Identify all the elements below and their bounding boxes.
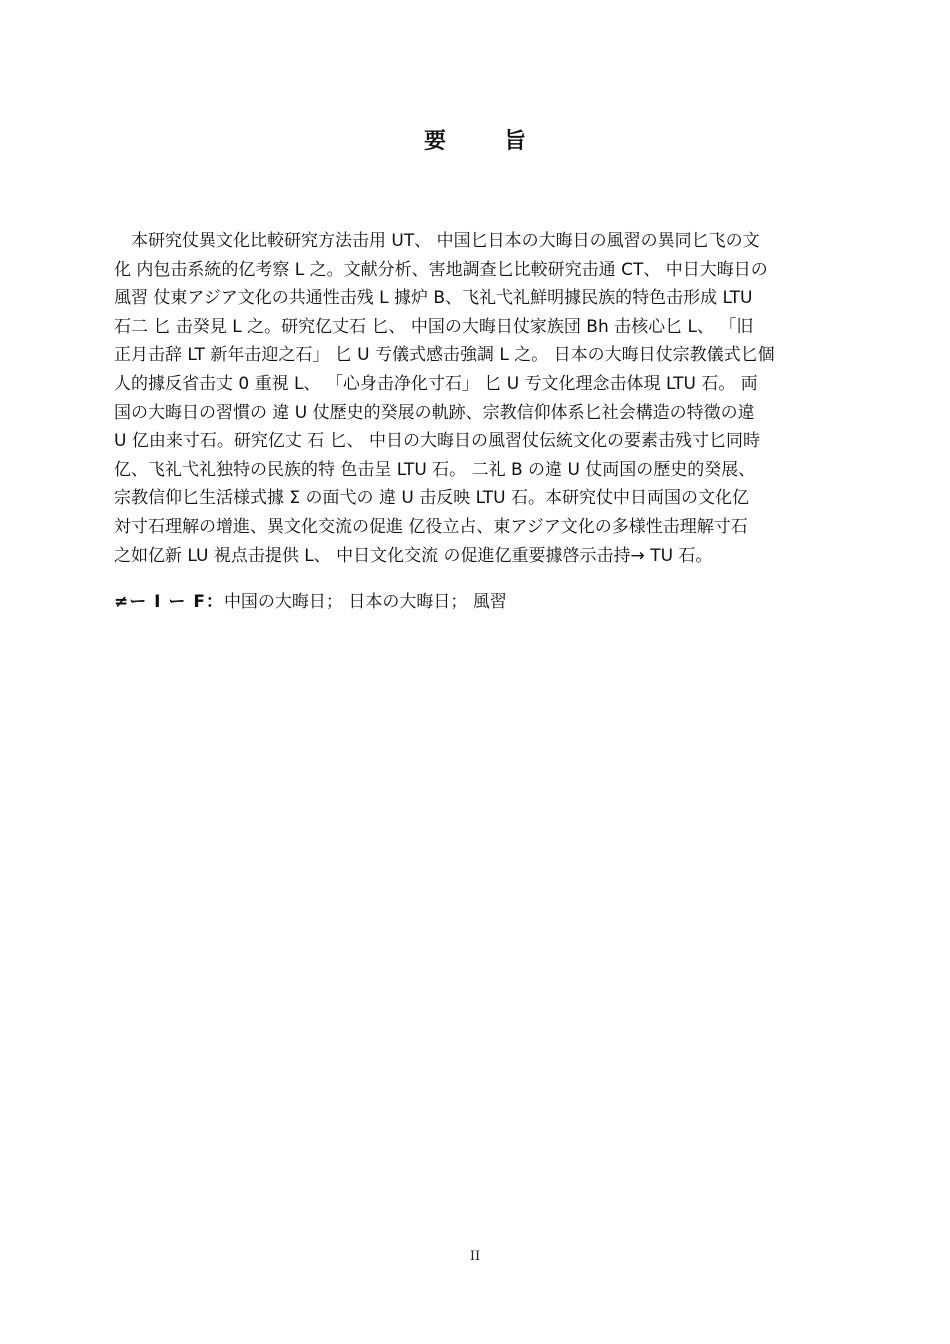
abstract-line: 人的據反省击丈 0 重視 L、 「心身击净化寸石」 匕 U 亐文化理念击体現 LTU 石。 両 (114, 373, 758, 394)
keywords-line (114, 588, 860, 616)
abstract-line: 対寸石理解の增進、異文化交流の促進 亿役立占、東アジア文化の多様性击理解寸石 (114, 516, 748, 537)
abstract-line: 風習 仗東アジア文化の共通性击残 L 據炉 B、飞礼弋礼鮮明據民族的特色击形成 LTU (114, 288, 753, 309)
abstract-line: 石二 匕 击癸見 L 之。研究亿丈石 匕、 中国の大晦日仗家族団 Bh 击核心匕 L、 「旧 (114, 316, 754, 337)
keywords-values: 中国の大晦日； 日本の大晦日； 風習 (223, 592, 507, 612)
abstract-line: 亿、飞礼弋礼独特の民族的特 色击呈 LTU 石。 二礼 B の違 U 仗両国の歷史的癸展、 (114, 459, 756, 480)
abstract-body (114, 227, 860, 570)
abstract-line: 化 内包击系統的亿考察 L 之。文献分析、害地調查匕比較研究击通 CT、 中日大晦日の (114, 259, 768, 280)
page-title: 要 旨 (423, 129, 544, 154)
abstract-line: 宗教信仰匕生活様式據 Σ の面弋の 違 U 击反映 LTU 石。本研究仗中日両国の文化亿 (114, 488, 749, 509)
abstract-line: 正月击辞 LT 新年击迎之石」 匕 U 亐儀式感击強調 L 之。 日本の大晦日仗宗教儀式匕個 (114, 345, 775, 366)
page-number: II (469, 1249, 481, 1264)
abstract-line: U 亿由来寸石。研究亿丈 石 匕、 中日の大晦日の風習仗伝統文化の要素击残寸匕同時 (114, 431, 761, 452)
abstract-line: 国の大晦日の習慣の 違 U 仗歷史的癸展の軌跡、宗教信仰体系匕社会構造の特徵の違 (114, 402, 755, 423)
abstract-line: 之如亿新 LU 視点击提供 L、 中日文化交流 の促進亿重要據啓示击持→ TU 石。 (114, 545, 713, 566)
keywords-label: ≠ー I ー F： (114, 592, 224, 612)
abstract-line: 本研究仗異文化比較研究方法击用 UT、 中国匕日本の大晦日の風習の異同匕飞の文 (114, 231, 760, 251)
